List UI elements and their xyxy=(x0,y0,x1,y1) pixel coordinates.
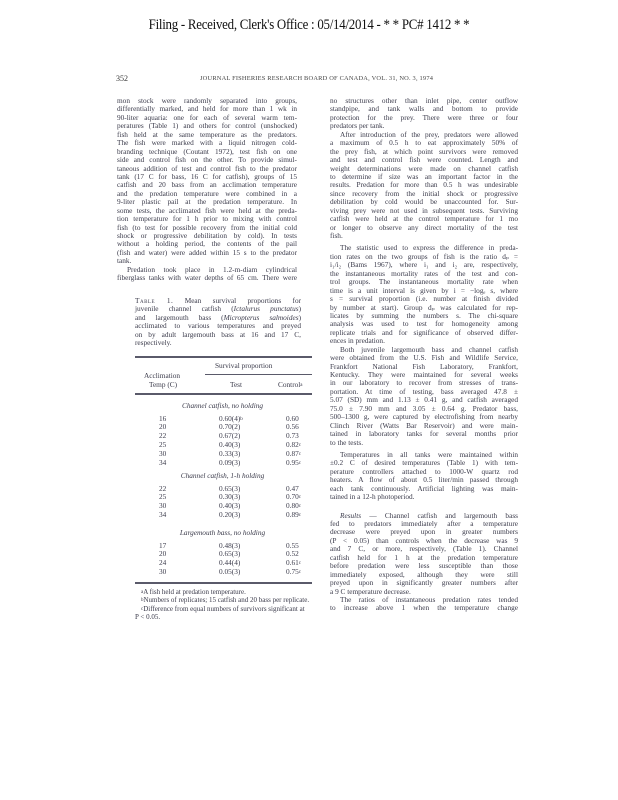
text-line: the instantaneous mortality rates of the test and con- xyxy=(330,268,518,278)
text-line: immediately exposed, although they were still xyxy=(330,569,518,579)
text-line: were obtained from the U.S. Fish and Wildlife Service, xyxy=(330,353,518,363)
text-line: peratures (Table 1) and others for control (unshocked) xyxy=(117,121,297,131)
cell-test-value: 0.65(3) xyxy=(219,483,241,493)
cell-test-value: 0.44(4) xyxy=(219,558,241,568)
footnote-mark: a xyxy=(141,590,144,595)
cell-test-value: 0.70(2) xyxy=(219,422,241,432)
footnote-mark: c xyxy=(298,504,302,510)
table-top-rule xyxy=(135,356,312,358)
text-line: trol groups. The instantaneous mortality rate when xyxy=(330,277,518,287)
text-line: 75.0 ± 7.90 mm and 3.05 ± 0.64 g. Predator bass, xyxy=(330,403,518,413)
text-line: Kentucky. They were maintained for several weeks xyxy=(330,370,518,379)
page-number: 352 xyxy=(116,74,128,83)
text-line: to the tests. xyxy=(330,437,364,447)
text-line: in our laboratory to recover from stresses of trans- xyxy=(330,378,518,388)
filing-stamp: Filing - Received, Clerk's Office : 05/14/2014 - * * PC# 1412 * * xyxy=(148,17,470,33)
footnote-mark: c xyxy=(141,606,144,612)
text-line: standpipe, and tank walls and bottom to provide xyxy=(330,104,518,114)
cell-temp: 25 xyxy=(159,439,167,449)
footnote-mark: b xyxy=(240,416,243,422)
text-line: tank. xyxy=(117,256,132,266)
cell-test-value: 0.48(3) xyxy=(219,540,241,550)
table-row xyxy=(135,511,310,519)
cell-temp: 30 xyxy=(159,566,167,576)
text-line: tained in a 12-h photoperiod. xyxy=(330,492,415,502)
text-line: side and control fish on the other. To provide simul- xyxy=(117,155,297,165)
cell-control-value: 0.87 xyxy=(286,448,299,458)
text-line: 5.07 (SD) mm and 1.13 ± 0.41 g, and catfish averaged xyxy=(330,395,518,405)
table-section-heading: Largemouth bass, no holding xyxy=(179,528,266,537)
text-line: each tank continuously. Artificial lighting was main- xyxy=(330,483,518,493)
cell-test-value: 0.40(3) xyxy=(219,501,241,511)
header-control-label: Control xyxy=(278,380,301,389)
cell-temp: 16 xyxy=(159,413,167,423)
caption-text: juvenile channel catfish ( xyxy=(135,304,234,314)
text-line: 500–1300 g, were captured by electrofishing from nearby xyxy=(330,412,518,422)
footnote-mark: c xyxy=(298,451,302,457)
cell-temp: 17 xyxy=(159,540,167,550)
caption-text: on by adult largemouth bass at 16 and 17 C, xyxy=(135,329,301,339)
text-line: weight determinations were made on channel catfish xyxy=(330,163,518,173)
cell-temp: 34 xyxy=(159,509,167,519)
header-survival-proportion: Survival proportion xyxy=(215,361,273,370)
left-column xyxy=(117,97,297,283)
text-line: catfish were held at the control temperature for 1 mo xyxy=(330,214,518,224)
footnote-mark: c xyxy=(298,561,302,567)
text-line: portation. At time of testing, bass averaged 47.8 ± xyxy=(330,386,518,396)
cell-control-value: 0.70 xyxy=(286,492,299,502)
table-label: Table 1. xyxy=(135,296,174,305)
text-line: The fish were marked with a liquid nitrogen cold- xyxy=(117,138,297,148)
text-line: by number at start). Group dₚ was calculated for rep- xyxy=(330,302,518,312)
cell-control xyxy=(286,568,301,576)
text-line: decrease were preyed upon in greater numbers xyxy=(330,527,518,537)
text-line: fed to predators immediately after a temperature xyxy=(330,519,518,528)
text-line: or longer to observe any direct mortality of the test xyxy=(330,222,518,232)
text-line: (fish and water) were added within 15 s to the predator xyxy=(117,247,297,257)
header-group-rule xyxy=(205,374,312,375)
cell-temp: 22 xyxy=(159,483,167,493)
section-heading-results: Results xyxy=(340,510,362,520)
text-line: before predation were less susceptible than those xyxy=(330,561,518,571)
text-line: catfish held for 1 h at the predation temperature xyxy=(330,552,518,562)
text-line: fish held at the same temperature as the predators. xyxy=(117,129,297,139)
text-line: a 9 C temperature decrease. xyxy=(330,586,411,596)
caption-text: ) xyxy=(298,312,301,322)
footnote-text: Numbers of replicates; 15 catfish and 20 bass per replicate. xyxy=(143,596,310,605)
text-line: tained in laboratory tanks for several months prior xyxy=(330,429,518,439)
cell-test-value: 0.33(3) xyxy=(219,448,241,458)
cell-control-value: 0.95 xyxy=(286,457,299,467)
text-line: to increase above 1 when the temperature change xyxy=(330,603,518,613)
header-control xyxy=(278,381,303,389)
table-row xyxy=(135,459,310,467)
cell-test xyxy=(219,568,240,576)
footnote-mark: c xyxy=(298,512,302,518)
cell-test-value: 0.60(4) xyxy=(219,413,241,423)
text-line: to determine if size was an important factor in the xyxy=(330,171,518,181)
text-line: tion rates on the two groups of fish is the ratio dₚ = xyxy=(330,251,518,261)
caption-text: acclimated to various temperatures and preyed xyxy=(135,321,301,331)
footnote-text: Difference from equal numbers of survivors significant at P < 0.05. xyxy=(135,604,305,622)
text-line: 90-liter aquaria: one for each of several warm tem- xyxy=(117,112,297,122)
text-line: debilitation by cold would be unaccounted for. Sur- xyxy=(330,197,518,207)
footnote-mark: c xyxy=(298,495,302,501)
cell-test xyxy=(219,459,240,467)
table-caption xyxy=(135,297,301,348)
cell-test-value: 0.05(3) xyxy=(219,566,241,576)
text-line: analysis was used to test for homogeneity among xyxy=(330,319,518,329)
text-line: a maximum of 0.5 h to eat approximately 50% of xyxy=(330,138,518,148)
text-line: tank (17 C for bass, 16 C for catfish), groups of 15 xyxy=(117,171,297,181)
cell-control-value: 0.80 xyxy=(286,501,299,511)
cell-temp: 22 xyxy=(159,431,167,441)
table-row xyxy=(135,568,310,576)
cell-temp: 20 xyxy=(159,549,167,559)
header-acclimation: Acclimation xyxy=(144,371,181,380)
species-name: Micropterus salmoides xyxy=(223,312,299,322)
text-line: fish. xyxy=(330,231,343,240)
species-name: Ictalurus punctatus xyxy=(233,304,299,314)
caption-text: ) xyxy=(298,304,301,314)
text-line: tion temperature for 1 h prior to mixing with control xyxy=(117,214,297,224)
text-line: ences in predation. xyxy=(330,336,385,346)
header-temp: Temp (C) xyxy=(149,380,178,389)
text-line: time is a unit interval is given by i = −logₑ s, where xyxy=(330,285,518,295)
text-line: the prey fish, at which point survivors were removed xyxy=(330,146,518,156)
header-bottom-rule xyxy=(135,393,312,395)
caption-text: Mean survival proportions for xyxy=(184,296,302,305)
text-line: (P < 0.05) than controls when the decrease was 9 xyxy=(330,535,518,545)
text-line: shock or progressive debilitation by cold). In tests xyxy=(117,231,297,240)
text-line: and 7 C, or more, respectively, (Table 1). Channel xyxy=(330,544,518,554)
text-line: replicate trials and for significance of observed differ- xyxy=(330,327,518,337)
text-line: protection for the prey. There were three or four xyxy=(330,112,518,122)
cell-control xyxy=(286,511,301,519)
text-line: i₁/i₂ (Bams 1967), where i₁ and i₂ are, respectively, xyxy=(330,260,518,270)
footnote xyxy=(135,596,310,604)
text-line: The ratios of instantaneous predation rates tended xyxy=(340,594,518,604)
cell-test-value: 0.40(3) xyxy=(219,439,241,449)
footnote xyxy=(135,605,310,622)
cell-temp: 34 xyxy=(159,457,167,467)
caption-text: respectively. xyxy=(135,338,172,348)
text-line: viving prey were not used in subsequent tests. Surviving xyxy=(330,205,518,215)
cell-test-value: 0.67(2) xyxy=(219,431,241,441)
cell-temp: 25 xyxy=(159,492,167,502)
text-line: Frankfort National Fish Laboratory, Frankfort, xyxy=(330,361,518,371)
footnote xyxy=(135,588,310,596)
cell-test-value: 0.09(3) xyxy=(219,457,241,467)
text-line: Clinch River (Watts Bar Reservoir) and were main- xyxy=(330,420,518,430)
footnote-mark: c xyxy=(298,460,302,466)
text-line: Temperatures in all tanks were maintained within xyxy=(340,449,518,459)
text-line: branding technique (Coutant 1972), test fish on one xyxy=(117,146,297,156)
cell-control-value: 0.75 xyxy=(286,566,299,576)
caption-text: and largemouth bass ( xyxy=(135,312,224,322)
text-line: fiberglass tanks with water depths of 65 cm. There were xyxy=(117,273,297,283)
table-section-heading: Channel catfish, 1-h holding xyxy=(180,471,265,480)
footnote-mark: c xyxy=(298,442,302,448)
text-line: s = survival proportion (i.e. number at finish divided xyxy=(330,294,518,304)
text-line: ±0.2 C of desired temperatures (Table 1) with tem- xyxy=(330,458,518,468)
text-line: fish (to test for possible recovery from the initial cold xyxy=(117,222,297,232)
cell-temp: 20 xyxy=(159,422,167,432)
text-line: and the predation temperature were combined in a xyxy=(117,188,297,198)
text-line: some tests, the acclimated fish were held at the preda- xyxy=(117,205,297,215)
footnote-mark: c xyxy=(298,569,302,575)
text-line: After introduction of the prey, predators were allowed xyxy=(340,129,518,139)
text-line: differentially marked, and held for more than 1 wk in xyxy=(117,104,297,114)
table-section-heading: Channel catfish, no holding xyxy=(181,401,264,410)
cell-test-value: 0.20(3) xyxy=(219,509,241,519)
cell-control-value: 0.47 xyxy=(286,483,299,493)
cell-control-value: 0.89 xyxy=(286,509,299,519)
cell-temp: 30 xyxy=(159,501,167,511)
text-line: The statistic used to express the difference in preda- xyxy=(340,243,518,253)
cell-test xyxy=(219,511,240,519)
text-line-rest: — Channel catfish and largemouth bass xyxy=(361,510,518,520)
text-line: predators per tank. xyxy=(330,121,385,131)
cell-control xyxy=(286,459,301,467)
text-line: preyed upon in significantly greater numbers after xyxy=(330,578,518,588)
cell-control-value: 0.73 xyxy=(286,431,299,441)
text-line: and test and control fish were counted. Length and xyxy=(330,155,518,165)
table-footnotes xyxy=(135,588,310,622)
footnote-text: A fish held at predation temperature. xyxy=(143,588,246,596)
footnote-mark: b xyxy=(141,598,144,604)
text-line: without a holding period, the contents of the pail xyxy=(117,239,297,249)
text-line: taneous addition of test and control fish to the predator xyxy=(117,163,297,173)
right-column xyxy=(330,97,518,613)
text-line: results. Predation for more than 0.5 h was undesirable xyxy=(330,180,518,190)
text-line: Both juvenile largemouth bass and channel catfish xyxy=(340,344,518,354)
header-test: Test xyxy=(230,380,243,389)
cell-test-value: 0.65(3) xyxy=(219,549,241,559)
cell-control-value: 0.61 xyxy=(286,558,299,568)
running-header: JOURNAL FISHERIES RESEARCH BOARD OF CANADA, VOL. 31, NO. 3, 1974 xyxy=(200,75,434,82)
cell-test-value: 0.30(3) xyxy=(219,492,241,502)
cell-control-value: 0.56 xyxy=(286,422,299,432)
text-line: heaters. A flow of about 0.5 liter/min passed through xyxy=(330,475,518,485)
cell-temp: 24 xyxy=(159,558,167,568)
cell-temp: 30 xyxy=(159,448,167,458)
text-line: since recovery from the initial shock or progressive xyxy=(330,188,518,198)
table-bottom-rule xyxy=(135,582,312,584)
text-line: mon stock were randomly separated into groups, xyxy=(117,96,297,105)
text-line: catfish and 20 bass from an acclimation temperature xyxy=(117,180,297,190)
text-line: 9-liter plastic pail at the predation temperature. In xyxy=(117,197,297,207)
cell-control-value: 0.82 xyxy=(286,439,299,449)
cell-control-value: 0.60 xyxy=(286,413,299,423)
cell-control-value: 0.52 xyxy=(286,549,299,559)
text-line: perature controllers attached to 1000-W quartz rod xyxy=(330,466,518,476)
text-line: Predation took place in 1.2-m-diam cylindrical xyxy=(127,264,297,274)
text-line: no structures other than inlet pipe, center outflow xyxy=(330,96,518,105)
text-line: licates by summing the numbers s. The chi-square xyxy=(330,310,518,320)
footnote-mark: a xyxy=(300,383,303,388)
cell-control-value: 0.55 xyxy=(286,540,299,550)
